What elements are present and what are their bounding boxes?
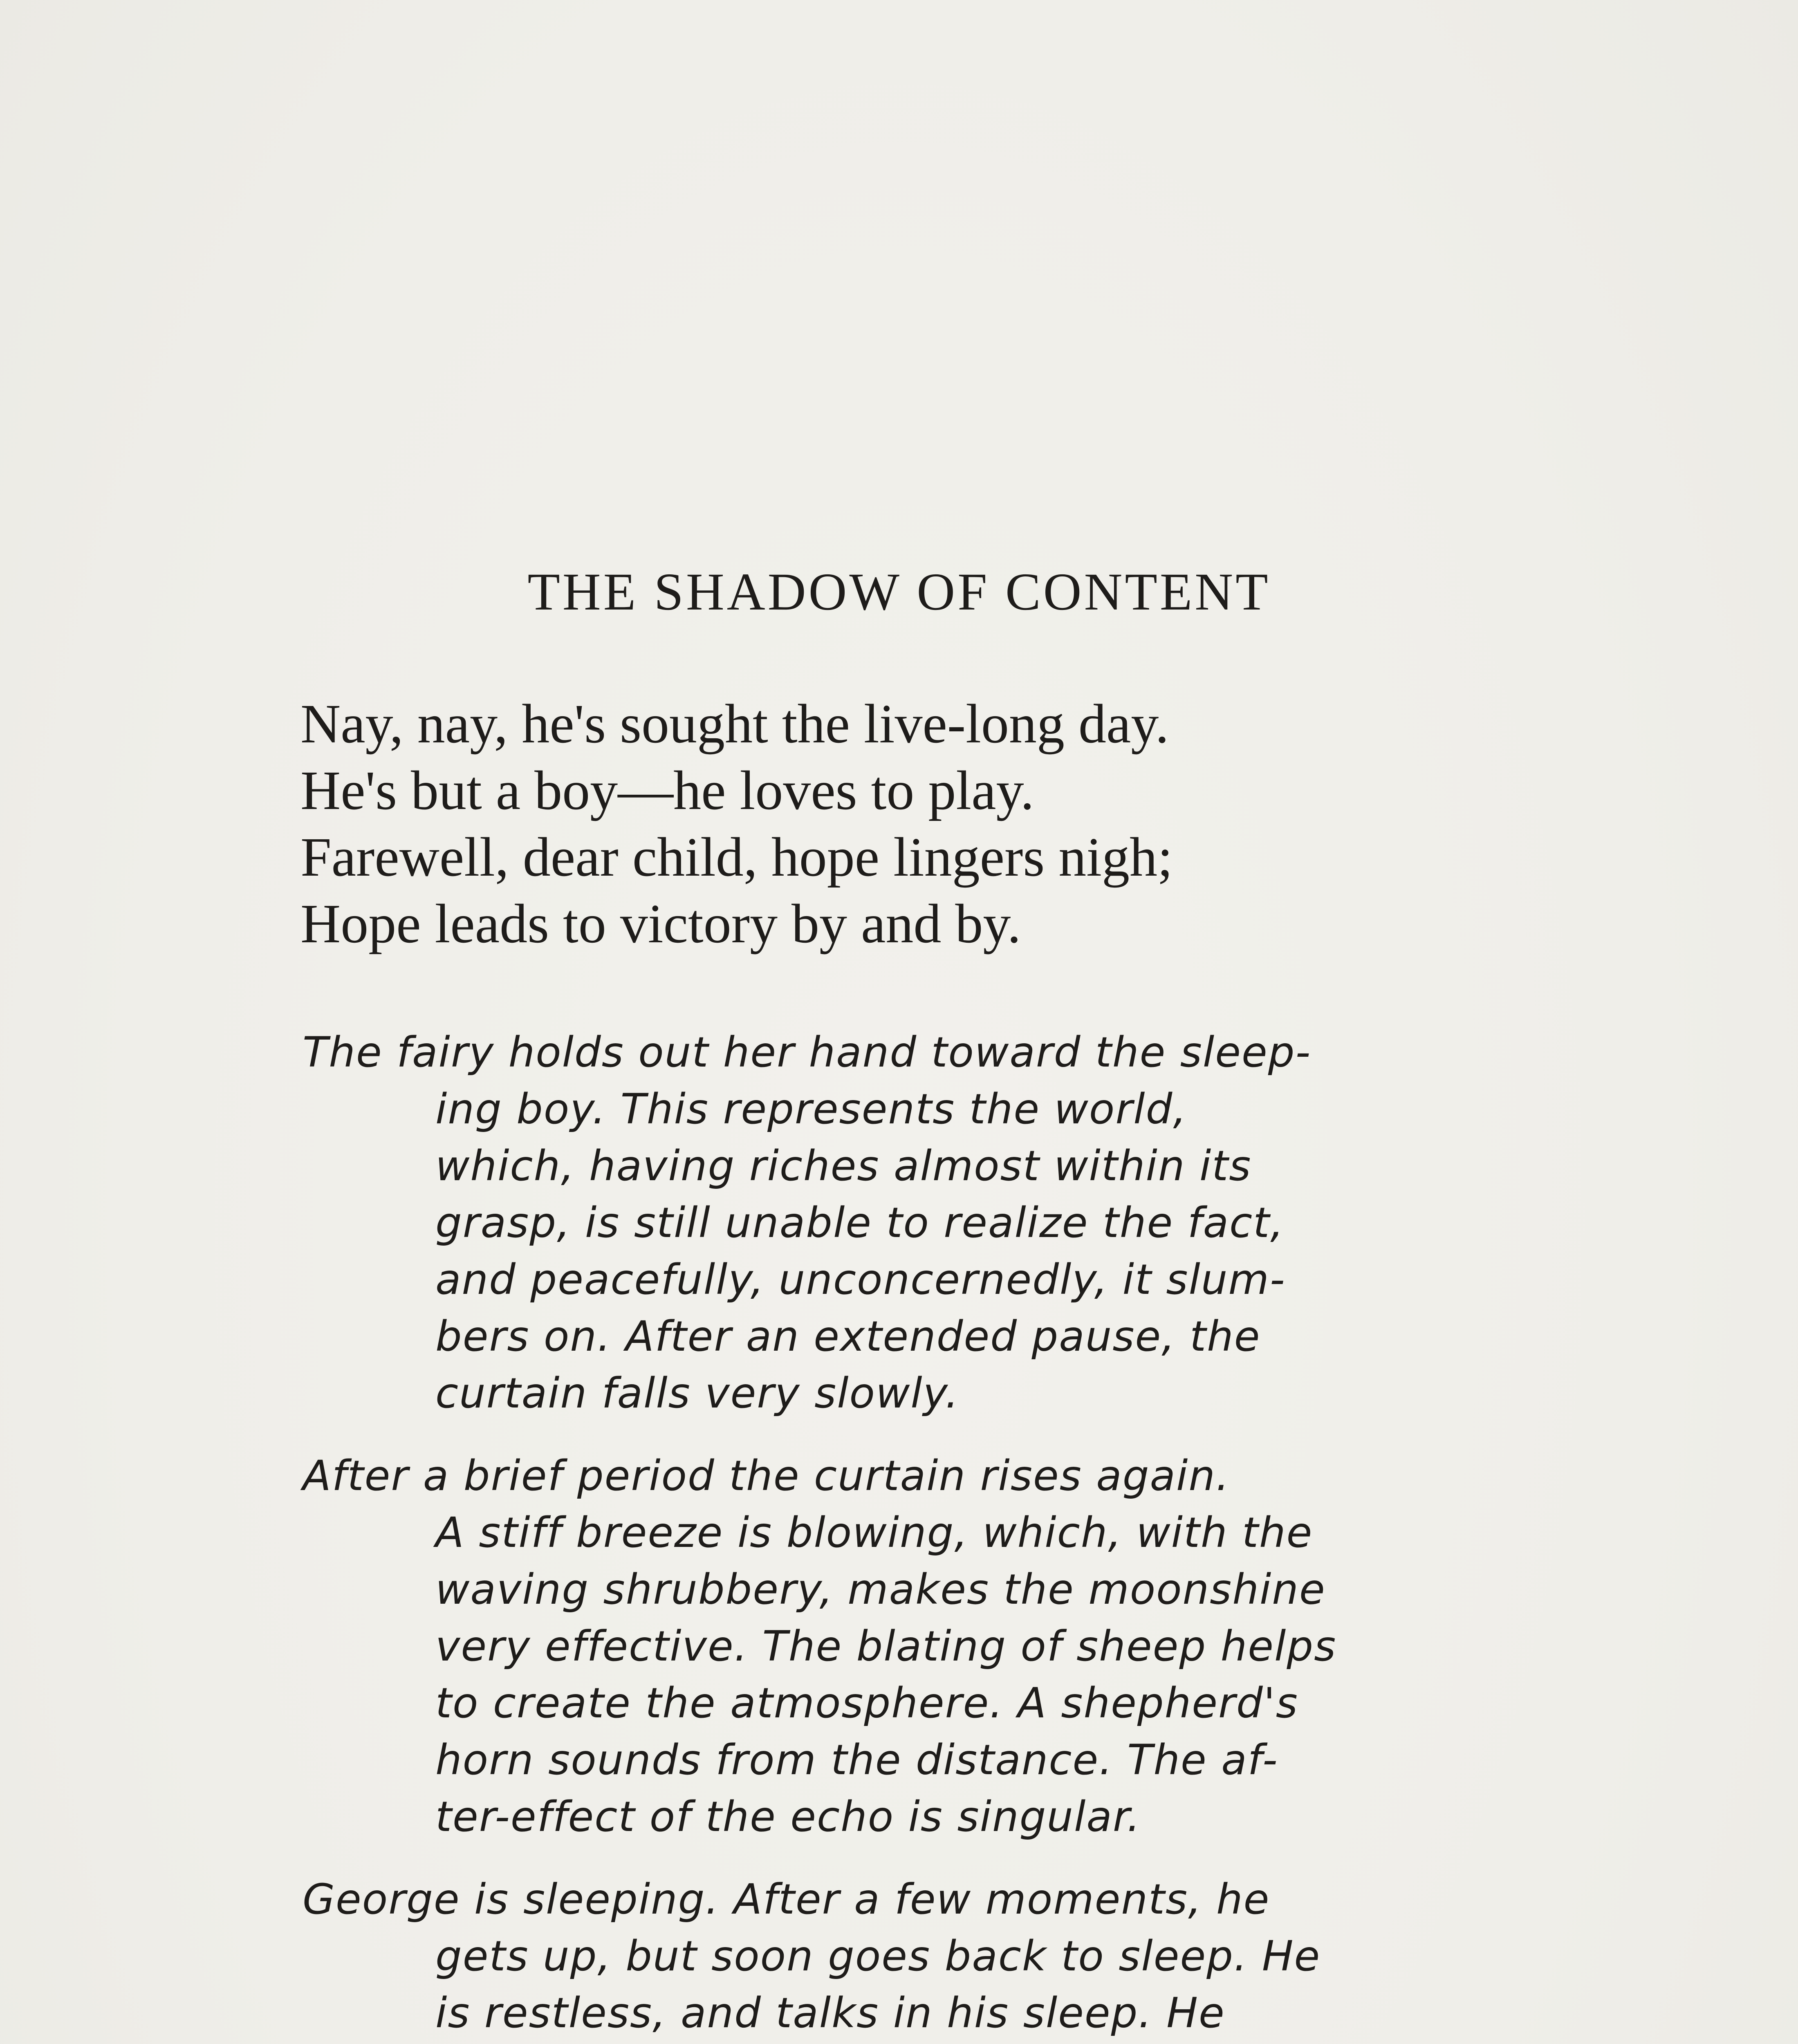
stage-direction-paragraph	[303, 1024, 1406, 1422]
direction-line: bers on. After an extended pause, the	[435, 1312, 1261, 1361]
stage-direction-paragraph	[303, 1448, 1406, 1845]
verse-line: Nay, nay, he's sought the live-long day.	[300, 693, 1169, 755]
direction-line: George is sleeping. After a few moments, he	[303, 1875, 1270, 1924]
direction-line: grasp, is still unable to realize the fact,	[435, 1199, 1285, 1247]
direction-line: very effective. The blating of sheep helps	[435, 1622, 1337, 1671]
direction-line: horn sounds from the distance. The af-	[435, 1736, 1278, 1784]
direction-line	[303, 2042, 1406, 2044]
direction-line: which, having riches almost within its	[435, 1142, 1252, 1190]
page-title: THE SHADOW OF CONTENT	[527, 563, 1271, 621]
verse-line: Farewell, dear child, hope lingers nigh;	[300, 827, 1173, 888]
direction-line: to create the atmosphere. A shepherd's	[435, 1679, 1298, 1728]
direction-line: ing boy. This represents the world,	[435, 1085, 1187, 1134]
direction-line: is restless, and talks in his sleep. He	[435, 1989, 1225, 2037]
verse-line: He's but a boy—he loves to play.	[300, 760, 1034, 821]
stage-directions	[303, 1024, 1406, 2044]
direction-line: A stiff breeze is blowing, which, with the	[435, 1508, 1313, 1557]
direction-line: ter-effect of the echo is singular.	[435, 1793, 1141, 1841]
direction-line: curtain falls very slowly.	[435, 1369, 960, 1418]
direction-line: and peacefully, unconcernedly, it slum-	[435, 1255, 1286, 1304]
direction-line: gets up, but soon goes back to sleep. He	[435, 1932, 1321, 1981]
direction-line: After a brief period the curtain rises again.	[303, 1452, 1230, 1500]
direction-line: The fairy holds out her hand toward the sleep-	[303, 1028, 1312, 1077]
verse-line: Hope leads to victory by and by.	[300, 893, 1021, 955]
stage-direction-paragraph	[303, 1871, 1406, 2044]
verse-stanza	[300, 691, 1527, 957]
direction-line: waving shrubbery, makes the moonshine	[435, 1565, 1326, 1614]
